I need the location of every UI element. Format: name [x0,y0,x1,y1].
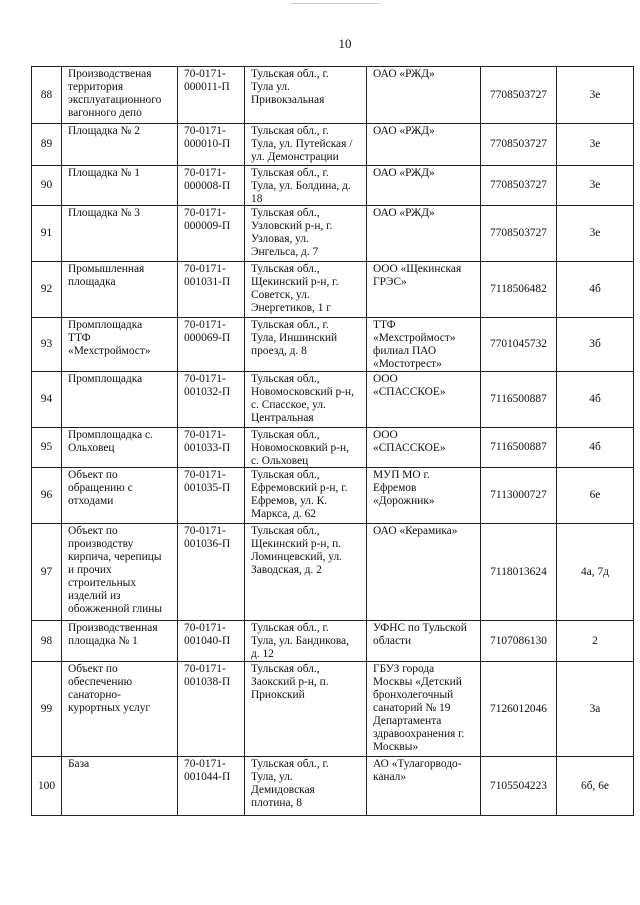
object-code: 70-0171-000008-П [184,167,231,192]
operator-inn: 7126012046 [490,702,547,715]
operator-name: ОАО «РЖД» [373,207,435,219]
object-code: 70-0171-001035-П [184,469,231,494]
category-code: 3е [589,227,601,239]
operator-inn-cell [481,524,557,621]
table-row [32,67,634,124]
operator-name: ОАО «РЖД» [373,68,435,80]
object-address: Тульская обл., г. Тула, ул. Болдина, д. 18 [251,167,351,205]
object-name-cell [62,124,178,166]
category-code: 6б, 6е [581,779,609,792]
operator-inn-cell [481,262,557,318]
operator-inn-cell [481,124,557,166]
category-code-cell [557,206,634,262]
object-code-cell [178,262,245,318]
object-name: Промышленная площадка [68,263,145,288]
row-number: 96 [40,489,53,501]
object-address-cell [245,67,367,124]
operator-name-cell [367,428,481,468]
object-name: Площадка № 1 [68,167,140,179]
row-number-cell [32,67,62,124]
object-name-cell [62,468,178,524]
operator-inn: 7708503727 [490,179,547,191]
object-name-cell [62,206,178,262]
object-name: База [68,758,90,770]
row-number-cell [32,621,62,662]
table-row [32,621,634,662]
object-address: Тульская обл., Щекинский р-н, п. Ломинцевский, ул. Заводская, д. 2 [251,525,342,576]
category-code: 3б [589,338,601,350]
category-code-cell [557,262,634,318]
object-address-cell [245,662,367,757]
object-name: Площадка № 2 [68,125,140,137]
object-address: Тульская обл., Ефремовский р-н, г. Ефремов, ул. К. Маркса, д. 62 [251,469,348,520]
object-address: Тульская обл., г. Тула, ул. Путейская / ул. Демонстрации [251,125,353,163]
table-row [32,468,634,524]
operator-inn: 7708503727 [490,88,547,101]
object-code: 70-0171-001031-П [184,263,231,288]
operator-inn-cell [481,166,557,206]
object-address-cell [245,124,367,166]
row-number: 89 [40,138,53,150]
object-name: Объект по обращению с отходами [68,469,133,507]
object-address: Тульская обл., Щекинский р-н, г. Советск, ул. Энергетиков, 1 г [251,263,339,314]
row-number-cell [32,757,62,816]
operator-name-cell [367,318,481,372]
table-row [32,662,634,757]
operator-inn-cell [481,67,557,124]
object-address: Тульская обл., Новомосковкий р-н, с. Ольховец [251,429,349,467]
object-address: Тульская обл., г. Тула, ул. Демидовская плотина, 8 [251,758,329,809]
object-code-cell [178,468,245,524]
category-code: 3е [589,88,601,101]
operator-name-cell [367,662,481,757]
row-number: 94 [40,393,53,405]
operator-inn-cell [481,621,557,662]
object-code-cell [178,206,245,262]
row-number-cell [32,166,62,206]
object-address: Тульская обл., Заокский р-н, п. Приокский [251,663,329,701]
object-name: Объект по производству кирпича, черепицы и прочих строительных изделий из обожженной глины [68,525,162,615]
category-code: 4а, 7д [581,565,609,578]
object-name-cell [62,166,178,206]
table-row [32,372,634,428]
operator-inn: 7105504223 [490,779,547,792]
operator-name: ООО «СПАССКОЕ» [373,373,446,398]
category-code: 4б [589,393,601,405]
category-code-cell [557,757,634,816]
operator-name-cell [367,166,481,206]
object-name-cell [62,318,178,372]
operator-inn-cell [481,468,557,524]
object-code-cell [178,621,245,662]
object-address: Тульская обл., г. Тула, ул. Бандикова, д. 12 [251,622,349,660]
operator-name-cell [367,67,481,124]
category-code-cell [557,428,634,468]
object-code-cell [178,124,245,166]
object-name: Производственная площадка № 1 [68,622,158,647]
table-row [32,262,634,318]
category-code: 3е [589,138,601,150]
object-name-cell [62,262,178,318]
object-address-cell [245,428,367,468]
object-code-cell [178,372,245,428]
operator-name: ООО «СПАССКОЕ» [373,429,446,454]
table-row [32,428,634,468]
category-code: 2 [592,634,598,647]
object-code: 70-0171-001033-П [184,429,231,454]
row-number: 93 [40,338,53,350]
category-code-cell [557,67,634,124]
object-name-cell [62,757,178,816]
object-name: Площадка № 3 [68,207,140,219]
object-code-cell [178,662,245,757]
operator-inn: 7107086130 [490,634,547,647]
object-code: 70-0171-001044-П [184,758,231,783]
object-name-cell [62,662,178,757]
operator-inn: 7116500887 [490,441,547,453]
category-code-cell [557,124,634,166]
object-name-cell [62,372,178,428]
object-address-cell [245,372,367,428]
operator-name: ОАО «Керамика» [373,525,458,537]
row-number: 88 [40,88,53,101]
object-code-cell [178,524,245,621]
object-name-cell [62,621,178,662]
operator-inn: 7118013624 [490,565,547,578]
object-code-cell [178,318,245,372]
operator-inn-cell [481,757,557,816]
object-name-cell [62,524,178,621]
row-number: 100 [37,779,56,792]
category-code: 3а [589,702,601,715]
operator-inn: 7118506482 [490,283,547,295]
row-number-cell [32,124,62,166]
object-address-cell [245,318,367,372]
operator-inn-cell [481,318,557,372]
table-row [32,318,634,372]
category-code-cell [557,621,634,662]
object-code-cell [178,428,245,468]
operator-name: МУП МО г. Ефремов «Дорожник» [373,469,435,507]
top-rule [290,3,380,4]
row-number-cell [32,524,62,621]
row-number-cell [32,468,62,524]
registry-table [31,66,634,816]
category-code: 3е [589,179,601,191]
operator-name-cell [367,468,481,524]
operator-name: ГБУЗ города Москвы «Детский бронхолегочный санаторий № 19 Департамента здравоохранения г. Москвы» [373,663,465,753]
category-code-cell [557,318,634,372]
object-address: Тульская обл., г. Тула ул. Привокзальная [251,68,329,106]
object-code: 70-0171-001038-П [184,663,231,688]
table-row [32,166,634,206]
row-number-cell [32,206,62,262]
category-code-cell [557,166,634,206]
operator-name-cell [367,372,481,428]
category-code-cell [557,524,634,621]
category-code-cell [557,468,634,524]
row-number-cell [32,318,62,372]
row-number-cell [32,428,62,468]
operator-inn: 7116500887 [490,393,547,405]
object-address: Тульская обл., г. Тула, Иншинский проезд, д. 8 [251,319,338,357]
operator-name-cell [367,524,481,621]
category-code-cell [557,372,634,428]
object-code: 70-0171-001040-П [184,622,231,647]
object-code-cell [178,757,245,816]
operator-name: ТТФ «Мехстроймост» филиал ПАО «Мостотрест» [373,319,456,370]
operator-name-cell [367,206,481,262]
category-code: 4б [589,441,601,453]
object-code: 70-0171-000009-П [184,207,231,232]
row-number: 99 [40,702,53,715]
operator-inn-cell [481,372,557,428]
operator-inn: 7113000727 [490,489,547,501]
row-number: 90 [40,179,53,191]
object-address-cell [245,206,367,262]
object-code: 70-0171-000069-П [184,319,231,344]
operator-name: УФНС по Тульской области [373,622,467,647]
object-name: Промплощадка с. Ольховец [68,429,153,454]
operator-name-cell [367,621,481,662]
row-number-cell [32,372,62,428]
row-number-cell [32,262,62,318]
operator-inn: 7701045732 [490,338,547,350]
row-number-cell [32,662,62,757]
operator-name-cell [367,262,481,318]
operator-name: ООО «Щекинская ГРЭС» [373,263,462,288]
object-code: 70-0171-000011-П [184,68,230,93]
object-name-cell [62,67,178,124]
operator-name: ОАО «РЖД» [373,167,435,179]
operator-name: ОАО «РЖД» [373,125,435,137]
object-address-cell [245,621,367,662]
object-name: Промплощадка ТТФ «Мехстроймост» [68,319,151,357]
row-number: 97 [40,565,53,578]
object-address-cell [245,468,367,524]
object-address: Тульская обл., Новомосковский р-н, с. Спасское, ул. Центральная [251,373,354,424]
row-number: 98 [40,634,53,647]
category-code: 6е [589,489,601,501]
object-address-cell [245,262,367,318]
object-name: Производственая территория эксплуатационного вагонного депо [68,68,162,119]
object-code-cell [178,166,245,206]
operator-inn: 7708503727 [490,138,547,150]
table-row [32,124,634,166]
object-address-cell [245,524,367,621]
object-code-cell [178,67,245,124]
table-row [32,757,634,816]
category-code: 4б [589,283,601,295]
category-code-cell [557,662,634,757]
object-address-cell [245,166,367,206]
table-row [32,524,634,621]
page-number: 10 [338,36,352,51]
object-code: 70-0171-001036-П [184,525,231,550]
object-address: Тульская обл., Узловский р-н, г. Узловая, ул. Энгельса, д. 7 [251,207,333,258]
row-number: 92 [40,283,53,295]
operator-name-cell [367,124,481,166]
operator-inn-cell [481,428,557,468]
object-name: Промплощадка [68,373,143,385]
object-code: 70-0171-000010-П [184,125,231,150]
operator-inn-cell [481,206,557,262]
object-address-cell [245,757,367,816]
table-row [32,206,634,262]
operator-inn: 7708503727 [490,227,547,239]
operator-inn-cell [481,662,557,757]
operator-name-cell [367,757,481,816]
object-name: Объект по обеспечению санаторно- курортных услуг [68,663,151,714]
operator-name: АО «Тулагорводо- канал» [373,758,462,783]
row-number: 95 [40,441,53,453]
row-number: 91 [40,227,53,239]
object-name-cell [62,428,178,468]
object-code: 70-0171-001032-П [184,373,231,398]
